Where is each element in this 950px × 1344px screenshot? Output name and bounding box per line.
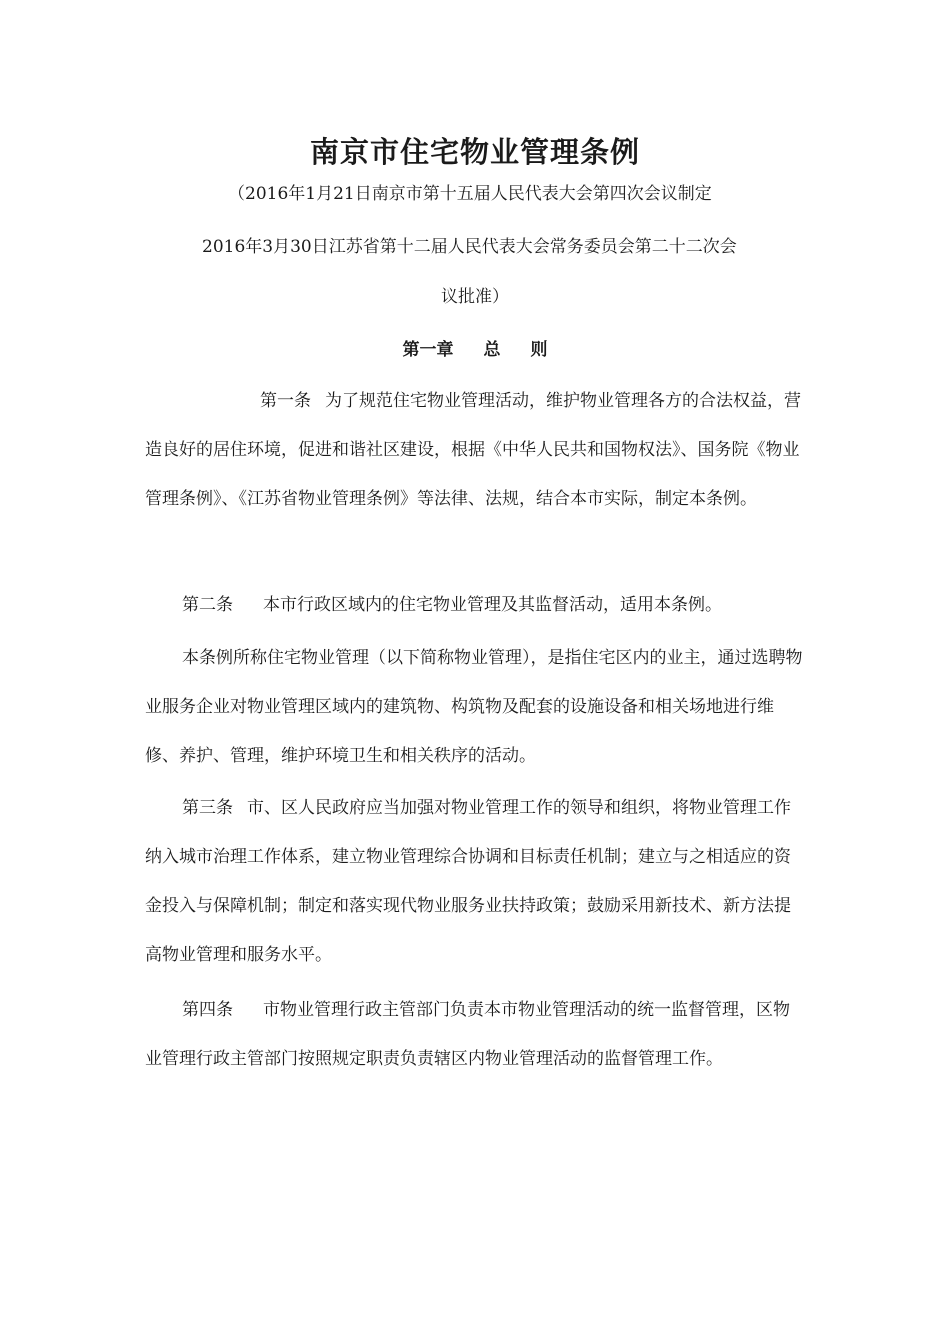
chapter-name-part1: 总: [483, 340, 501, 360]
article-number: 第四条: [182, 1000, 233, 1020]
chapter-heading: [0, 338, 950, 362]
article-text: 市物业管理行政主管部门负责本市物业管理活动的统一监督管理，区物业管理行政主管部门按照规定职责负责辖区内物业管理活动的监督管理工作。: [145, 1000, 790, 1069]
chapter-number: 第一章: [402, 340, 454, 360]
subtitle-line-1: （2016年1月21日南京市第十五届人民代表大会第四次会议制定: [228, 184, 712, 204]
subtitle-line-2: 2016年3月30日江苏省第十二届人民代表大会常务委员会第二十二次会: [202, 237, 737, 257]
article-text: 市、区人民政府应当加强对物业管理工作的领导和组织，将物业管理工作纳入城市治理工作体系，建立物业管理综合协调和目标责任机制；建立与之相适应的资金投入与保障机制；制定和落实现代物业服务业扶持政策；鼓励采用新技术、新方法提高物业管理和服务水平。: [145, 798, 791, 965]
article-text: 本条例所称住宅物业管理（以下简称物业管理），是指住宅区内的业主，通过选聘物业服务企业对物业管理区域内的建筑物、构筑物及配套的设施设备和相关场地进行维修、养护、管理，维护环境卫生和相关秩序的活动。: [145, 648, 803, 766]
chapter-name-part2: 则: [530, 340, 548, 360]
article-4: [145, 986, 805, 1084]
article-1: [145, 377, 805, 524]
article-number: 第一条: [260, 391, 311, 411]
article-2-paragraph-2: [145, 634, 805, 781]
article-text: 为了规范住宅物业管理活动，维护物业管理各方的合法权益，营造良好的居住环境，促进和谐社区建设，根据《中华人民共和国物权法》、国务院《物业管理条例》、《江苏省物业管理条例》等法律、法规，结合本市实际，制定本条例。: [145, 391, 801, 509]
document-title: 南京市住宅物业管理条例: [309, 135, 640, 169]
subtitle-line-3: 议批准）: [441, 287, 509, 307]
article-3: [145, 784, 805, 980]
article-number: 第三条: [182, 798, 233, 818]
article-text: 本市行政区域内的住宅物业管理及其监督活动，适用本条例。: [263, 595, 722, 615]
article-number: 第二条: [182, 595, 233, 615]
article-2: [145, 581, 805, 630]
